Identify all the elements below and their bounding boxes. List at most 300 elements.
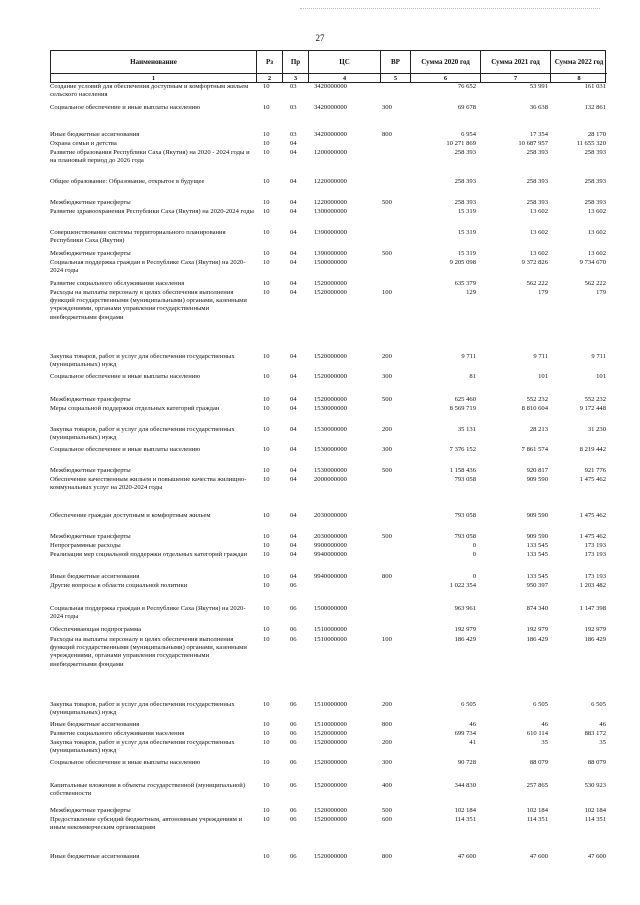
row-sum-2021: 133 545 — [526, 542, 548, 549]
row-vr: 200 — [382, 739, 392, 746]
row-rz: 10 — [263, 208, 270, 215]
row-name: Обеспечение граждан доступным и комфортным жильем — [50, 512, 211, 519]
row-rz: 10 — [263, 721, 270, 728]
row-sum-2020: 9 205 098 — [449, 259, 476, 266]
row-name: Развитие социального обслуживания населения — [50, 730, 185, 737]
row-pr: 04 — [290, 476, 297, 483]
row-rz: 10 — [263, 582, 270, 589]
header-rz: Рз — [257, 51, 283, 73]
row-pr: 04 — [290, 199, 297, 206]
row-pr: 04 — [290, 542, 297, 549]
row-cs: 1390000000 — [314, 229, 347, 236]
row-name: Создание условий для обеспечения доступным и комфортным жильем сельского населения — [50, 83, 249, 99]
row-vr: 100 — [382, 636, 392, 643]
row-sum-2021: 8 810 604 — [521, 405, 548, 412]
row-sum-2020: 35 131 — [457, 426, 476, 433]
row-name: Закупка товаров, работ и услуг для обеспечения государственных (муниципальных) нужд — [50, 701, 235, 717]
row-sum-2022: 9 711 — [591, 353, 606, 360]
row-cs: 1520000000 — [314, 280, 347, 287]
row-vr: 500 — [382, 199, 392, 206]
row-name: Развитие образования Республики Саха (Якутия) на 2020 - 2024 годы и на плановый период до 2026 года — [50, 149, 250, 165]
row-cs: 1510000000 — [314, 721, 347, 728]
row-rz: 10 — [263, 178, 270, 185]
row-sum-2022: 258 393 — [584, 178, 606, 185]
row-sum-2020: 0 — [472, 573, 476, 580]
row-sum-2021: 192 979 — [526, 626, 548, 633]
row-name: Социальная поддержка граждан в Республике Саха (Якутия) на 2020-2024 годы — [50, 259, 246, 275]
row-rz: 10 — [263, 396, 270, 403]
row-cs: 1530000000 — [314, 446, 347, 453]
row-pr: 03 — [290, 104, 297, 111]
row-sum-2021: 102 184 — [526, 807, 548, 814]
row-sum-2022: 1 475 462 — [579, 533, 606, 540]
row-vr: 500 — [382, 396, 392, 403]
row-pr: 04 — [290, 353, 297, 360]
row-sum-2020: 114 351 — [454, 816, 476, 823]
row-pr: 04 — [290, 259, 297, 266]
row-sum-2020: 15 319 — [457, 229, 476, 236]
row-pr: 04 — [290, 280, 297, 287]
row-sum-2022: 1 475 462 — [579, 512, 606, 519]
row-sum-2022: 114 351 — [584, 816, 606, 823]
row-sum-2021: 28 213 — [529, 426, 548, 433]
row-sum-2020: 9 711 — [461, 353, 476, 360]
row-name: Социальное обеспечение и иные выплаты населению — [50, 373, 201, 380]
row-name: Развитие социального обслуживания населения — [50, 280, 185, 287]
row-sum-2022: 9 172 448 — [579, 405, 606, 412]
row-pr: 03 — [290, 83, 297, 90]
row-sum-2022: 562 222 — [584, 280, 606, 287]
row-pr: 03 — [290, 131, 297, 138]
row-sum-2022: 173 193 — [584, 542, 606, 549]
row-cs: 1390000000 — [314, 250, 347, 257]
row-sum-2022: 173 193 — [584, 551, 606, 558]
row-vr: 500 — [382, 250, 392, 257]
row-pr: 04 — [290, 149, 297, 156]
row-vr: 800 — [382, 573, 392, 580]
row-cs: 2000000000 — [314, 476, 347, 483]
row-sum-2021: 13 602 — [529, 229, 548, 236]
row-vr: 400 — [382, 782, 392, 789]
row-sum-2022: 13 602 — [587, 250, 606, 257]
row-sum-2020: 90 728 — [457, 759, 476, 766]
row-sum-2021: 47 600 — [529, 853, 548, 860]
colnum-6: 6 — [411, 73, 481, 83]
row-rz: 10 — [263, 229, 270, 236]
row-sum-2022: 173 193 — [584, 573, 606, 580]
row-sum-2022: 921 776 — [584, 467, 606, 474]
row-cs: 1510000000 — [314, 636, 347, 643]
row-pr: 06 — [290, 730, 297, 737]
row-sum-2020: 0 — [472, 542, 476, 549]
row-sum-2022: 258 393 — [584, 149, 606, 156]
row-pr: 04 — [290, 467, 297, 474]
header-sum-2020: Сумма 2020 год — [411, 51, 481, 73]
row-sum-2022: 47 600 — [587, 853, 606, 860]
row-rz: 10 — [263, 782, 270, 789]
row-rz: 10 — [263, 701, 270, 708]
colnum-7: 7 — [481, 73, 551, 83]
row-cs: 1510000000 — [314, 626, 347, 633]
row-name: Охрана семьи и детства — [50, 140, 117, 147]
row-sum-2022: 13 602 — [587, 208, 606, 215]
row-cs: 3420000000 — [314, 131, 347, 138]
row-sum-2021: 909 590 — [526, 476, 548, 483]
row-sum-2022: 46 — [599, 721, 606, 728]
row-sum-2021: 133 545 — [526, 573, 548, 580]
row-rz: 10 — [263, 807, 270, 814]
row-name: Закупка товаров, работ и услуг для обеспечения государственных (муниципальных) нужд — [50, 426, 235, 442]
row-cs: 2030000000 — [314, 533, 347, 540]
row-sum-2020: 258 393 — [454, 178, 476, 185]
row-pr: 06 — [290, 739, 297, 746]
row-name: Общее образование: Образование, открытое в будущее — [50, 178, 205, 185]
row-sum-2021: 552 232 — [526, 396, 548, 403]
row-cs: 1520000000 — [314, 853, 347, 860]
row-pr: 04 — [290, 446, 297, 453]
colnum-8: 8 — [551, 73, 607, 83]
row-pr: 04 — [290, 533, 297, 540]
row-sum-2021: 6 505 — [533, 701, 548, 708]
row-sum-2021: 258 393 — [526, 178, 548, 185]
row-rz: 10 — [263, 405, 270, 412]
row-sum-2020: 76 652 — [457, 83, 476, 90]
row-name: Совершенствование системы территориального планирования Республики Саха (Якутия) — [50, 229, 226, 245]
row-sum-2020: 192 979 — [454, 626, 476, 633]
row-name: Межбюджетные трансферты — [50, 250, 131, 257]
row-pr: 06 — [290, 605, 297, 612]
row-sum-2022: 883 172 — [584, 730, 606, 737]
row-sum-2022: 192 979 — [584, 626, 606, 633]
row-sum-2022: 101 — [596, 373, 606, 380]
page-number: 27 — [315, 33, 325, 43]
row-cs: 1500000000 — [314, 259, 347, 266]
row-rz: 10 — [263, 533, 270, 540]
row-rz: 10 — [263, 104, 270, 111]
row-sum-2022: 28 170 — [587, 131, 606, 138]
row-sum-2020: 1 158 436 — [449, 467, 476, 474]
row-name: Межбюджетные трансферты — [50, 807, 131, 814]
row-pr: 04 — [290, 405, 297, 412]
row-pr: 04 — [290, 426, 297, 433]
row-cs: 1500000000 — [314, 605, 347, 612]
row-name: Межбюджетные трансферты — [50, 533, 131, 540]
row-cs: 1520000000 — [314, 739, 347, 746]
row-sum-2021: 114 351 — [526, 816, 548, 823]
row-vr: 100 — [382, 289, 392, 296]
row-pr: 04 — [290, 373, 297, 380]
row-sum-2021: 13 602 — [529, 250, 548, 257]
row-sum-2022: 88 079 — [587, 759, 606, 766]
row-sum-2022: 179 — [596, 289, 606, 296]
row-cs: 1530000000 — [314, 467, 347, 474]
row-rz: 10 — [263, 573, 270, 580]
row-rz: 10 — [263, 542, 270, 549]
row-name: Иные бюджетные ассигнования — [50, 853, 140, 860]
row-cs: 9940000000 — [314, 573, 347, 580]
row-pr: 04 — [290, 208, 297, 215]
row-sum-2022: 9 734 670 — [579, 259, 606, 266]
row-vr: 500 — [382, 467, 392, 474]
row-sum-2020: 7 376 152 — [449, 446, 476, 453]
row-cs: 3420000000 — [314, 83, 347, 90]
row-name: Социальное обеспечение и иные выплаты населению — [50, 759, 201, 766]
row-rz: 10 — [263, 199, 270, 206]
row-name: Другие вопросы в области социальной политики — [50, 582, 188, 589]
row-sum-2020: 46 — [469, 721, 476, 728]
row-sum-2022: 31 230 — [587, 426, 606, 433]
row-name: Межбюджетные трансферты — [50, 396, 131, 403]
row-vr: 200 — [382, 353, 392, 360]
row-sum-2020: 793 058 — [454, 533, 476, 540]
row-sum-2021: 9 711 — [533, 353, 548, 360]
row-rz: 10 — [263, 259, 270, 266]
row-sum-2020: 102 184 — [454, 807, 476, 814]
row-vr: 300 — [382, 446, 392, 453]
row-cs: 1520000000 — [314, 730, 347, 737]
row-rz: 10 — [263, 551, 270, 558]
row-sum-2020: 8 569 719 — [449, 405, 476, 412]
row-sum-2021: 36 638 — [529, 104, 548, 111]
row-vr: 200 — [382, 701, 392, 708]
row-pr: 06 — [290, 853, 297, 860]
row-cs: 1300000000 — [314, 208, 347, 215]
row-rz: 10 — [263, 512, 270, 519]
header-cs: ЦС — [309, 51, 381, 73]
row-name: Закупка товаров, работ и услуг для обеспечения государственных (муниципальных) нужд — [50, 353, 235, 369]
row-rz: 10 — [263, 739, 270, 746]
row-cs: 9940000000 — [314, 551, 347, 558]
row-pr: 04 — [290, 573, 297, 580]
row-pr: 06 — [290, 816, 297, 823]
row-sum-2020: 15 319 — [457, 250, 476, 257]
row-sum-2020: 344 830 — [454, 782, 476, 789]
row-pr: 06 — [290, 782, 297, 789]
row-sum-2020: 699 734 — [454, 730, 476, 737]
row-sum-2021: 7 861 574 — [521, 446, 548, 453]
row-cs: 1520000000 — [314, 396, 347, 403]
row-sum-2020: 1 022 354 — [449, 582, 476, 589]
row-rz: 10 — [263, 140, 270, 147]
row-sum-2020: 258 393 — [454, 199, 476, 206]
row-cs: 1520000000 — [314, 373, 347, 380]
row-sum-2021: 610 114 — [526, 730, 548, 737]
row-sum-2021: 258 393 — [526, 149, 548, 156]
row-sum-2020: 0 — [472, 551, 476, 558]
row-sum-2021: 920 817 — [526, 467, 548, 474]
row-sum-2021: 9 372 826 — [521, 259, 548, 266]
row-rz: 10 — [263, 636, 270, 643]
row-sum-2021: 257 865 — [526, 782, 548, 789]
row-sum-2021: 88 079 — [529, 759, 548, 766]
row-rz: 10 — [263, 149, 270, 156]
row-name: Иные бюджетные ассигнования — [50, 721, 140, 728]
row-rz: 10 — [263, 353, 270, 360]
row-pr: 04 — [290, 178, 297, 185]
row-sum-2022: 132 861 — [584, 104, 606, 111]
row-pr: 04 — [290, 512, 297, 519]
row-rz: 10 — [263, 816, 270, 823]
row-sum-2021: 133 545 — [526, 551, 548, 558]
row-sum-2020: 41 — [469, 739, 476, 746]
row-sum-2020: 793 058 — [454, 512, 476, 519]
row-vr: 800 — [382, 131, 392, 138]
row-vr: 300 — [382, 759, 392, 766]
row-name: Расходы на выплаты персоналу в целях обеспечения выполнения функций государственными (муниципальными) органами, казенными учреждениями, органами управления государственными внебюджетными фондами — [50, 289, 247, 321]
row-sum-2021: 562 222 — [526, 280, 548, 287]
row-rz: 10 — [263, 605, 270, 612]
row-cs: 1520000000 — [314, 816, 347, 823]
row-cs: 1530000000 — [314, 405, 347, 412]
row-sum-2020: 6 505 — [461, 701, 476, 708]
row-name: Закупка товаров, работ и услуг для обеспечения государственных (муниципальных) нужд — [50, 739, 235, 755]
row-cs: 1220000000 — [314, 178, 347, 185]
row-name: Межбюджетные трансферты — [50, 467, 131, 474]
row-sum-2021: 53 991 — [529, 83, 548, 90]
row-sum-2021: 35 — [541, 739, 548, 746]
row-sum-2021: 179 — [538, 289, 548, 296]
row-name: Реализация мер социальной поддержки отдельных категорий граждан — [50, 551, 248, 558]
row-rz: 10 — [263, 730, 270, 737]
row-rz: 10 — [263, 373, 270, 380]
scan-artifact-line — [300, 8, 600, 9]
header-sum-2021: Сумма 2021 год — [481, 51, 551, 73]
row-sum-2021: 258 393 — [526, 199, 548, 206]
row-sum-2021: 46 — [541, 721, 548, 728]
row-pr: 06 — [290, 759, 297, 766]
row-vr: 500 — [382, 807, 392, 814]
row-cs: 1520000000 — [314, 289, 347, 296]
row-sum-2020: 625 460 — [454, 396, 476, 403]
colnum-5: 5 — [381, 73, 411, 83]
row-pr: 04 — [290, 289, 297, 296]
row-name: Меры социальной поддержки отдельных категорий граждан — [50, 405, 220, 412]
row-pr: 06 — [290, 582, 297, 589]
row-name: Социальное обеспечение и иные выплаты населению — [50, 446, 201, 453]
row-vr: 500 — [382, 533, 392, 540]
row-name: Социальное обеспечение и иные выплаты населению — [50, 104, 201, 111]
row-cs: 9900000000 — [314, 542, 347, 549]
row-sum-2020: 635 379 — [454, 280, 476, 287]
row-cs: 1510000000 — [314, 701, 347, 708]
row-name: Социальная поддержка граждан в Республике Саха (Якутия) на 2020-2024 годы — [50, 605, 246, 621]
row-sum-2021: 17 354 — [529, 131, 548, 138]
row-sum-2022: 530 923 — [584, 782, 606, 789]
row-sum-2020: 793 058 — [454, 476, 476, 483]
row-sum-2022: 258 393 — [584, 199, 606, 206]
row-vr: 300 — [382, 104, 392, 111]
row-pr: 04 — [290, 140, 297, 147]
row-sum-2020: 81 — [469, 373, 476, 380]
row-sum-2020: 10 271 869 — [446, 140, 476, 147]
row-sum-2022: 161 031 — [584, 83, 606, 90]
row-cs: 1520000000 — [314, 353, 347, 360]
row-sum-2022: 11 655 320 — [576, 140, 606, 147]
row-name: Капитальные вложения в объекты государственной (муниципальной) собственности — [50, 782, 246, 798]
row-sum-2021: 909 590 — [526, 533, 548, 540]
row-name: Обеспечивающая подпрограмма — [50, 626, 142, 633]
row-cs: 2030000000 — [314, 512, 347, 519]
row-rz: 10 — [263, 250, 270, 257]
row-pr: 06 — [290, 636, 297, 643]
row-name: Иные бюджетные ассигнования — [50, 573, 140, 580]
colnum-2: 2 — [257, 73, 283, 83]
row-rz: 10 — [263, 476, 270, 483]
row-vr: 800 — [382, 721, 392, 728]
row-sum-2022: 1 147 398 — [579, 605, 606, 612]
row-sum-2020: 258 393 — [454, 149, 476, 156]
row-sum-2022: 1 475 462 — [579, 476, 606, 483]
header-name: Наименование — [51, 51, 257, 73]
row-vr: 200 — [382, 426, 392, 433]
row-sum-2020: 69 678 — [457, 104, 476, 111]
row-name: Иные бюджетные ассигнования — [50, 131, 140, 138]
header-sum-2022: Сумма 2022 год — [554, 58, 604, 66]
row-sum-2020: 47 600 — [457, 853, 476, 860]
row-sum-2022: 35 — [599, 739, 606, 746]
row-cs: 1520000000 — [314, 759, 347, 766]
row-rz: 10 — [263, 131, 270, 138]
row-pr: 04 — [290, 229, 297, 236]
row-cs: 1220000000 — [314, 199, 347, 206]
row-sum-2022: 1 203 482 — [579, 582, 606, 589]
row-sum-2020: 963 961 — [454, 605, 476, 612]
row-pr: 04 — [290, 551, 297, 558]
row-sum-2021: 874 340 — [526, 605, 548, 612]
row-sum-2020: 6 954 — [461, 131, 476, 138]
row-sum-2021: 909 590 — [526, 512, 548, 519]
row-name: Развитие здравоохранения Республики Саха (Якутия) на 2020-2024 годы — [50, 208, 254, 215]
row-sum-2021: 101 — [538, 373, 548, 380]
header-pr: Пр — [283, 51, 309, 73]
row-pr: 04 — [290, 396, 297, 403]
row-cs: 1520000000 — [314, 807, 347, 814]
row-rz: 10 — [263, 446, 270, 453]
table-header — [50, 50, 606, 83]
row-sum-2021: 950 397 — [526, 582, 548, 589]
row-sum-2020: 15 319 — [457, 208, 476, 215]
colnum-1: 1 — [51, 73, 257, 83]
row-sum-2022: 552 232 — [584, 396, 606, 403]
row-rz: 10 — [263, 289, 270, 296]
row-cs: 3420000000 — [314, 104, 347, 111]
row-cs: 1200000000 — [314, 149, 347, 156]
row-name: Непрограммные расходы — [50, 542, 121, 549]
row-sum-2021: 13 602 — [529, 208, 548, 215]
row-pr: 06 — [290, 721, 297, 728]
row-cs: 1520000000 — [314, 782, 347, 789]
row-cs: 1530000000 — [314, 426, 347, 433]
row-rz: 10 — [263, 426, 270, 433]
header-vr: ВР — [381, 51, 411, 73]
row-rz: 10 — [263, 759, 270, 766]
row-sum-2020: 129 — [466, 289, 476, 296]
row-sum-2021: 186 429 — [526, 636, 548, 643]
row-sum-2022: 102 184 — [584, 807, 606, 814]
row-name: Межбюджетные трансферты — [50, 199, 131, 206]
colnum-4: 4 — [309, 73, 381, 83]
row-name: Обеспечение качественным жильем и повышение качества жилищно-коммунальных услуг на 2020-2024 годы — [50, 476, 247, 492]
row-rz: 10 — [263, 467, 270, 474]
row-sum-2022: 186 429 — [584, 636, 606, 643]
row-name: Предоставление субсидий бюджетным, автономным учреждениям и иным некоммерческим организациям — [50, 816, 243, 832]
row-name: Расходы на выплаты персоналу в целях обеспечения выполнения функций государственными (муниципальными) органами, казенными учреждениями, органами управления государственными внебюджетными фондами — [50, 636, 247, 668]
row-sum-2022: 13 602 — [587, 229, 606, 236]
row-sum-2022: 8 219 442 — [579, 446, 606, 453]
row-pr: 06 — [290, 807, 297, 814]
row-vr: 600 — [382, 816, 392, 823]
row-sum-2020: 186 429 — [454, 636, 476, 643]
